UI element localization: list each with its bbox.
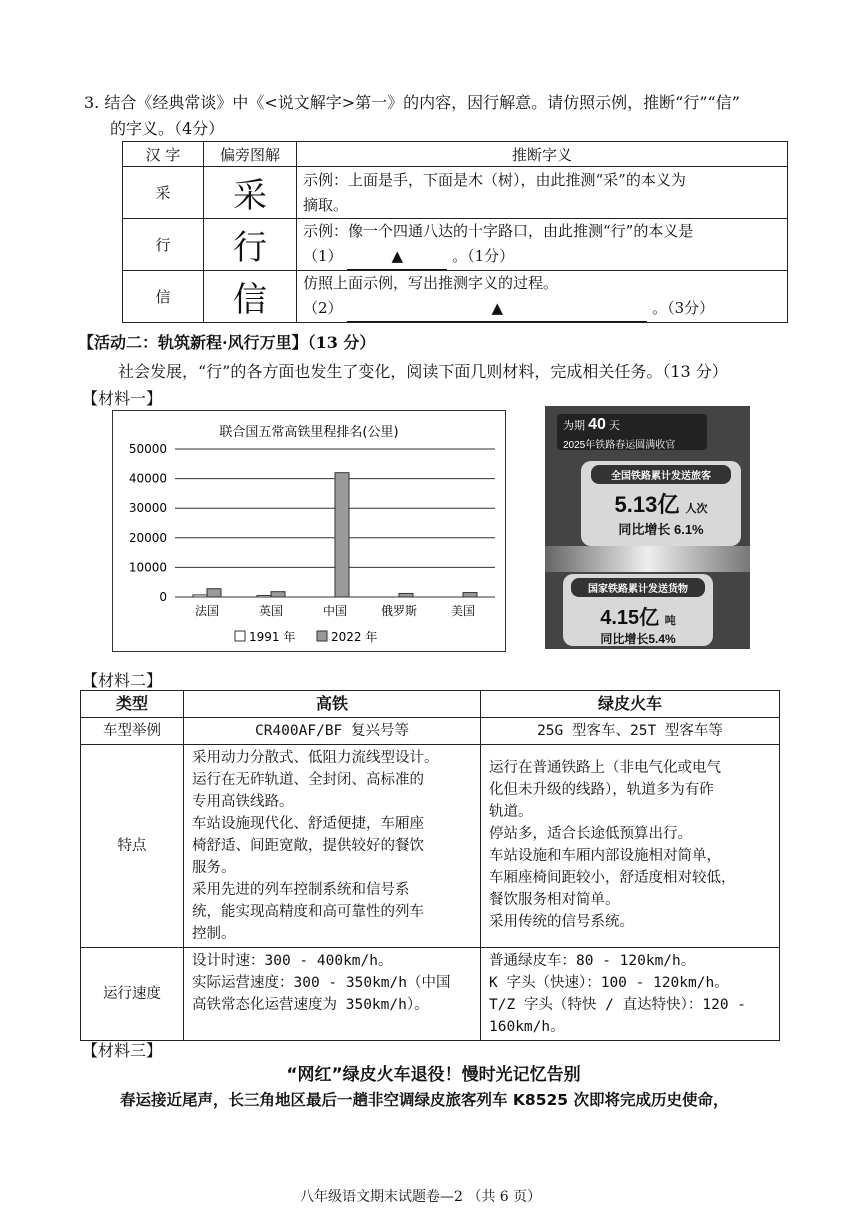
cargo-growth: 同比增长5.4% [600,632,676,646]
table2-header-hsr: 高铁 [184,691,481,718]
character-table [122,141,788,323]
x-tick-label: 英国 [258,604,284,618]
bar-2022 [463,593,477,597]
y-tick-label: 40000 [128,471,167,486]
speed-hsr [184,948,481,1041]
passenger-label: 全国铁路累计发送旅客 [591,465,731,484]
speed-label: 运行速度 [81,948,184,1041]
bar-chart [112,410,506,652]
infographic-subtitle: 2025年铁路春运圆满收官 [563,440,676,451]
speed-green-line: T/Z 字头（特快 / 直达特快）：120 - [489,997,747,1013]
features-hsr-line: 控制。 [192,926,236,942]
page-footer: 八年级语文期末试题卷—2 （共 6 页） [300,1189,542,1205]
triangle-mark: ▲ [391,247,404,265]
row-text: 仿照上面示例，写出推测字义的过程。 [303,274,559,292]
cargo-label: 国家铁路累计发送货物 [571,578,705,597]
features-hsr-line: 服务。 [192,860,236,876]
models-green: 25G 型客车、25T 型客车等 [481,718,780,745]
question-3 [84,90,794,142]
train-comparison-table [80,690,780,1041]
days-number: 40 [588,416,606,433]
features-green-line: 轨道。 [489,804,533,820]
infographic-header [557,414,707,450]
bar-2022 [335,473,349,597]
bar-chart-svg [113,411,505,651]
question-3-line2: 的字义。（4分） [110,119,225,138]
blank-number: （2） [303,299,343,317]
activity-2-intro: 社会发展，“行”的各方面也发生了变化，阅读下面几则材料，完成相关任务。（13 分） [118,362,728,381]
speed-hsr-line: 高铁常态化运营速度为 350km/h）。 [192,997,429,1013]
blank-score: 。（1分） [452,247,515,265]
spring-travel-infographic [545,406,750,649]
legend-swatch [235,631,245,641]
features-hsr-line: 专用高铁线路。 [192,794,294,810]
features-green-line: 采用传统的信号系统。 [489,914,634,930]
material-3-label: 【材料三】 [82,1041,163,1060]
header-meaning: 推断字义 [297,142,788,167]
y-tick-label: 20000 [128,530,167,545]
features-green [481,745,780,948]
header-radical: 偏旁图解 [204,142,297,167]
y-tick-label: 30000 [128,501,167,516]
table2-header-green: 绿皮火车 [481,691,780,718]
features-hsr [184,745,481,948]
speed-hsr-line: 实际运营速度：300 - 350km/h（中国 [192,975,451,991]
cargo-card [563,574,713,646]
legend-label: 1991 年 [249,630,296,644]
bar-1991 [193,595,207,597]
speed-green [481,948,780,1041]
row-char: 采 [123,167,204,219]
blank-number: （1） [303,247,343,265]
bar-1991 [257,596,271,597]
train-image [545,546,750,572]
features-hsr-line: 运行在无砟轨道、全封闭、高标准的 [192,772,424,788]
x-tick-label: 中国 [322,604,348,618]
header-char: 汉 字 [123,142,204,167]
article-title: “网红”绿皮火车退役！慢时光记忆告别 [286,1065,581,1085]
material-2-label: 【材料二】 [82,671,163,690]
y-tick-label: 0 [159,590,167,604]
row-text: 示例：像一个四通八达的十字路口，由此推测“行”的本义是 [303,222,694,240]
days-prefix: 为期 [563,420,585,432]
cargo-value: 4.15亿 [600,607,660,629]
seal-glyph-icon: 采 [204,167,297,219]
passenger-growth: 同比增长 6.1% [618,522,704,537]
features-hsr-line: 采用动力分散式、低阻力流线型设计。 [192,750,439,766]
x-tick-label: 法国 [194,604,220,618]
speed-green-line: 160km/h。 [489,1019,565,1035]
answer-blank-1[interactable] [347,244,447,270]
models-label: 车型举例 [81,718,184,745]
features-hsr-line: 车站设施现代化、舒适便捷，车厢座 [192,816,424,832]
speed-green-line: 普通绿皮车：80 - 120km/h。 [489,953,696,969]
article-first-line: 春运接近尾声，长三角地区最后一趟非空调绿皮旅客列车 K8525 次即将完成历史使命， [120,1091,729,1109]
features-green-line: 化但未升级的线路），轨道多为有砟 [489,782,714,798]
features-hsr-line: 统，能实现高精度和高可靠性的列车 [192,904,424,920]
x-tick-label: 俄罗斯 [380,604,418,618]
blank-score: 。（3分） [652,299,715,317]
answer-blank-2[interactable] [347,296,647,322]
bar-2022 [271,592,285,597]
y-tick-label: 10000 [128,560,167,575]
cargo-unit: 吨 [664,615,676,627]
features-green-line: 停站多，适合长途低预算出行。 [489,826,692,842]
days-unit: 天 [608,420,620,432]
legend-label: 2022 年 [331,630,378,644]
legend-swatch [317,631,327,641]
models-hsr: CR400AF/BF 复兴号等 [184,718,481,745]
bar-2022 [207,589,221,597]
passenger-value: 5.13亿 [614,492,680,517]
speed-hsr-line: 设计时速：300 - 400km/h。 [192,953,393,969]
features-green-line: 车站设施和车厢内部设施相对简单， [489,848,721,864]
features-hsr-line: 椅舒适、间距宽敞，提供较好的餐饮 [192,838,424,854]
features-hsr-line: 采用先进的列车控制系统和信号系 [192,882,410,898]
speed-green-line: K 字头（快速）：100 - 120km/h。 [489,975,729,991]
row-char: 行 [123,219,204,271]
seal-glyph-icon: 信 [204,271,297,323]
passenger-card [581,461,741,546]
row-text: 示例：上面是手，下面是木（树），由此推测“采”的本义为 [303,170,686,189]
activity-2-heading: 【活动二：轨筑新程·风行万里】（13 分） [78,333,376,352]
x-tick-label: 美国 [450,604,476,618]
y-tick-label: 50000 [128,442,167,456]
question-3-line1: 3. 结合《经典常谈》中《<说文解字>第一》的内容，因行解意。请仿照示例，推断“行”“信” [84,93,740,112]
chart-title: 联合国五常高铁里程排名(公里) [219,425,399,440]
features-label: 特点 [81,745,184,948]
table2-header-type: 类型 [81,691,184,718]
triangle-mark: ▲ [491,299,504,317]
features-green-line: 运行在普通铁路上（非电气化或电气 [489,760,721,776]
seal-glyph-icon: 行 [204,219,297,271]
features-green-line: 餐饮服务相对简单。 [489,892,620,908]
row-text: 摘取。 [303,195,349,214]
features-green-line: 车厢座椅间距较小，舒适度相对较低， [489,870,736,886]
bar-2022 [399,593,413,597]
row-char: 信 [123,271,204,323]
passenger-unit: 人次 [685,503,708,515]
material-1-label: 【材料一】 [82,389,163,408]
